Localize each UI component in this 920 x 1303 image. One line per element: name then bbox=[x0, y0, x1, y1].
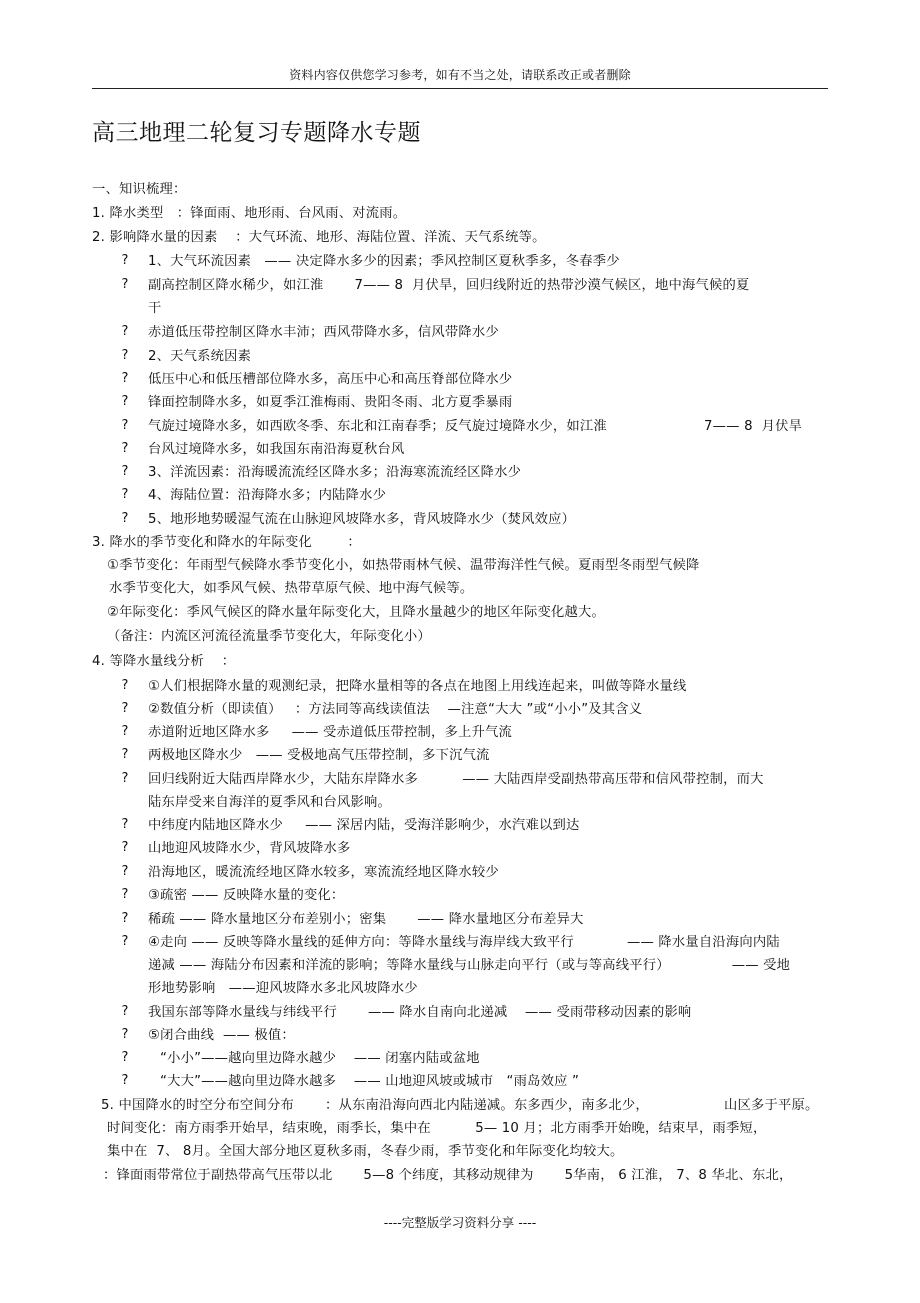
bullet-icon: ? bbox=[121, 911, 129, 926]
list-item: 我国东部等降水量线与纬线平行 —— 降水自南向北递减 —— 受雨带移动因素的影响 bbox=[148, 1005, 692, 1020]
bullet-icon: ? bbox=[121, 324, 129, 339]
list-item: ⑤闭合曲线 —— 极值： bbox=[148, 1028, 295, 1043]
bullet-icon: ? bbox=[121, 817, 129, 832]
text-line: 1. 降水类型 ：锋面雨、地形雨、台风雨、对流雨。 bbox=[92, 206, 407, 221]
list-item-continuation: 递减 —— 海陆分布因素和洋流的影响；等降水量线与山脉走向平行（或与等高线平行） —— 受地 bbox=[148, 958, 791, 973]
list-item: 中纬度内陆地区降水少 —— 深居内陆，受海洋影响少，水汽难以到达 bbox=[148, 818, 580, 833]
bullet-icon: ? bbox=[121, 441, 129, 456]
text-line: 5. 中国降水的时空分布空间分布 ：从东南沿海向西北内陆递减。东多西少，南多北少， bbox=[101, 1098, 649, 1113]
list-item: 台风过境降水多，如我国东南沿海夏秋台风 bbox=[148, 442, 405, 457]
text-line: 集中在 7、 8月。全国大部分地区夏秋多雨，冬春少雨，季节变化和年际变化均较大。 bbox=[107, 1144, 624, 1159]
bullet-icon: ? bbox=[121, 511, 129, 526]
list-item-continuation: 陆东岸受来自海洋的夏季风和台风影响。 bbox=[148, 795, 391, 810]
bullet-icon: ? bbox=[121, 724, 129, 739]
header-rule bbox=[92, 88, 828, 89]
text-line: 3. 降水的季节变化和降水的年际变化 ： bbox=[92, 535, 361, 550]
list-item: 4、海陆位置：沿海降水多；内陆降水少 bbox=[148, 488, 387, 503]
list-item: 5、地形地势暖湿气流在山脉迎风坡降水多，背风坡降水少（焚风效应） bbox=[148, 512, 576, 527]
list-item: 2、天气系统因素 bbox=[148, 349, 252, 364]
text-line: 4. 等降水量线分析 ： bbox=[92, 654, 236, 669]
list-item: 3、洋流因素：沿海暖流流经区降水多；沿海寒流流经区降水少 bbox=[148, 465, 522, 480]
bullet-icon: ? bbox=[121, 934, 129, 949]
header-note: 资料内容仅供您学习参考，如有不当之处，请联系改正或者删除 bbox=[289, 68, 631, 82]
section-heading-knowledge: 一、知识梳理： bbox=[92, 182, 187, 197]
list-item: ④走向 —— 反映等降水量线的延伸方向：等降水量线与海岸线大致平行 —— 降水量自沿海向内陆 bbox=[148, 935, 780, 950]
bullet-icon: ? bbox=[121, 1073, 129, 1088]
text-line: 水季节变化大，如季风气候、热带草原气候、地中海气候等。 bbox=[109, 581, 474, 596]
list-item: 副高控制区降水稀少，如江淮 7—— 8 月伏旱，回归线附近的热带沙漠气候区，地中海气候的夏 bbox=[148, 278, 750, 293]
footer-note: ----完整版学习资料分享 ---- bbox=[383, 1215, 537, 1230]
bullet-icon: ? bbox=[121, 747, 129, 762]
bullet-icon: ? bbox=[121, 771, 129, 786]
bullet-icon: ? bbox=[121, 277, 129, 292]
list-item: ②数值分析（即读值） ：方法同等高线读值法 —注意“大大 ”或“小小”及其含义 bbox=[148, 702, 643, 717]
bullet-icon: ? bbox=[121, 1027, 129, 1042]
list-item: “小小”——越向里边降水越少 —— 闭塞内陆或盆地 bbox=[160, 1051, 480, 1066]
list-item: 赤道低压带控制区降水丰沛；西风带降水多，信风带降水少 bbox=[148, 325, 499, 340]
text-line: （备注：内流区河流径流量季节变化大，年际变化小） bbox=[107, 629, 431, 644]
list-item: 低压中心和低压槽部位降水多，高压中心和高压脊部位降水少 bbox=[148, 372, 513, 387]
list-item: 回归线附近大陆西岸降水少，大陆东岸降水多 —— 大陆西岸受副热带高压带和信风带控制，而大 bbox=[148, 772, 764, 787]
text-line: ：锋面雨带常位于副热带高气压带以北 5—8 个纬度，其移动规律为 5华南， 6 江淮， 7、8 华北、东北， bbox=[103, 1168, 793, 1183]
bullet-icon: ? bbox=[121, 418, 129, 433]
list-item: 气旋过境降水多，如西欧冬季、东北和江南春季；反气旋过境降水少，如江淮 bbox=[148, 419, 607, 434]
list-item: “大大”——越向里边降水越多 —— 山地迎风坡或城市 “雨岛效应 ” bbox=[160, 1074, 580, 1089]
text-line: ②年际变化：季风气候区的降水量年际变化大，且降水量越少的地区年际变化越大。 bbox=[107, 605, 606, 620]
bullet-icon: ? bbox=[121, 678, 129, 693]
bullet-icon: ? bbox=[121, 371, 129, 386]
list-item: 1、大气环流因素 —— 决定降水多少的因素；季风控制区夏秋季多，冬春季少 bbox=[148, 254, 620, 269]
bullet-icon: ? bbox=[121, 253, 129, 268]
text-line: 时间变化：南方雨季开始早，结束晚，雨季长，集中在 5— 10 月；北方雨季开始晚，结束早，雨季短， bbox=[107, 1121, 767, 1136]
list-item-continuation: 形地势影响 ——迎风坡降水多北风坡降水少 bbox=[148, 981, 418, 996]
text-line: ①季节变化：年雨型气候降水季节变化小，如热带雨林气候、温带海洋性气候。夏雨型冬雨型气候降 bbox=[107, 558, 700, 573]
list-item: 两极地区降水少 —— 受极地高气压带控制，多下沉气流 bbox=[148, 748, 490, 763]
list-item: 锋面控制降水多，如夏季江淮梅雨、贵阳冬雨、北方夏季暴雨 bbox=[148, 395, 513, 410]
bullet-icon: ? bbox=[121, 887, 129, 902]
bullet-icon: ? bbox=[121, 1004, 129, 1019]
text-line-tail: 山区多于平原。 bbox=[724, 1098, 819, 1113]
page-title: 高三地理二轮复习专题降水专题 bbox=[92, 120, 421, 146]
list-item-tail: 7—— 8 月伏旱 bbox=[704, 419, 803, 434]
bullet-icon: ? bbox=[121, 394, 129, 409]
bullet-icon: ? bbox=[121, 487, 129, 502]
list-item: 稀疏 —— 降水量地区分布差别小；密集 —— 降水量地区分布差异大 bbox=[148, 912, 584, 927]
text-line: 2. 影响降水量的因素 ：大气环流、地形、海陆位置、洋流、天气系统等。 bbox=[92, 230, 546, 245]
bullet-icon: ? bbox=[121, 701, 129, 716]
list-item: ①人们根据降水量的观测纪录，把降水量相等的各点在地图上用线连起来，叫做等降水量线 bbox=[148, 679, 687, 694]
list-item-continuation: 干 bbox=[148, 301, 162, 316]
bullet-icon: ? bbox=[121, 864, 129, 879]
list-item: 沿海地区，暖流流经地区降水较多，寒流流经地区降水较少 bbox=[148, 865, 499, 880]
bullet-icon: ? bbox=[121, 464, 129, 479]
bullet-icon: ? bbox=[121, 348, 129, 363]
list-item: 山地迎风坡降水少，背风坡降水多 bbox=[148, 841, 351, 856]
list-item: 赤道附近地区降水多 —— 受赤道低压带控制，多上升气流 bbox=[148, 725, 512, 740]
bullet-icon: ? bbox=[121, 840, 129, 855]
list-item: ③疏密 —— 反映降水量的变化： bbox=[148, 888, 345, 903]
bullet-icon: ? bbox=[121, 1050, 129, 1065]
